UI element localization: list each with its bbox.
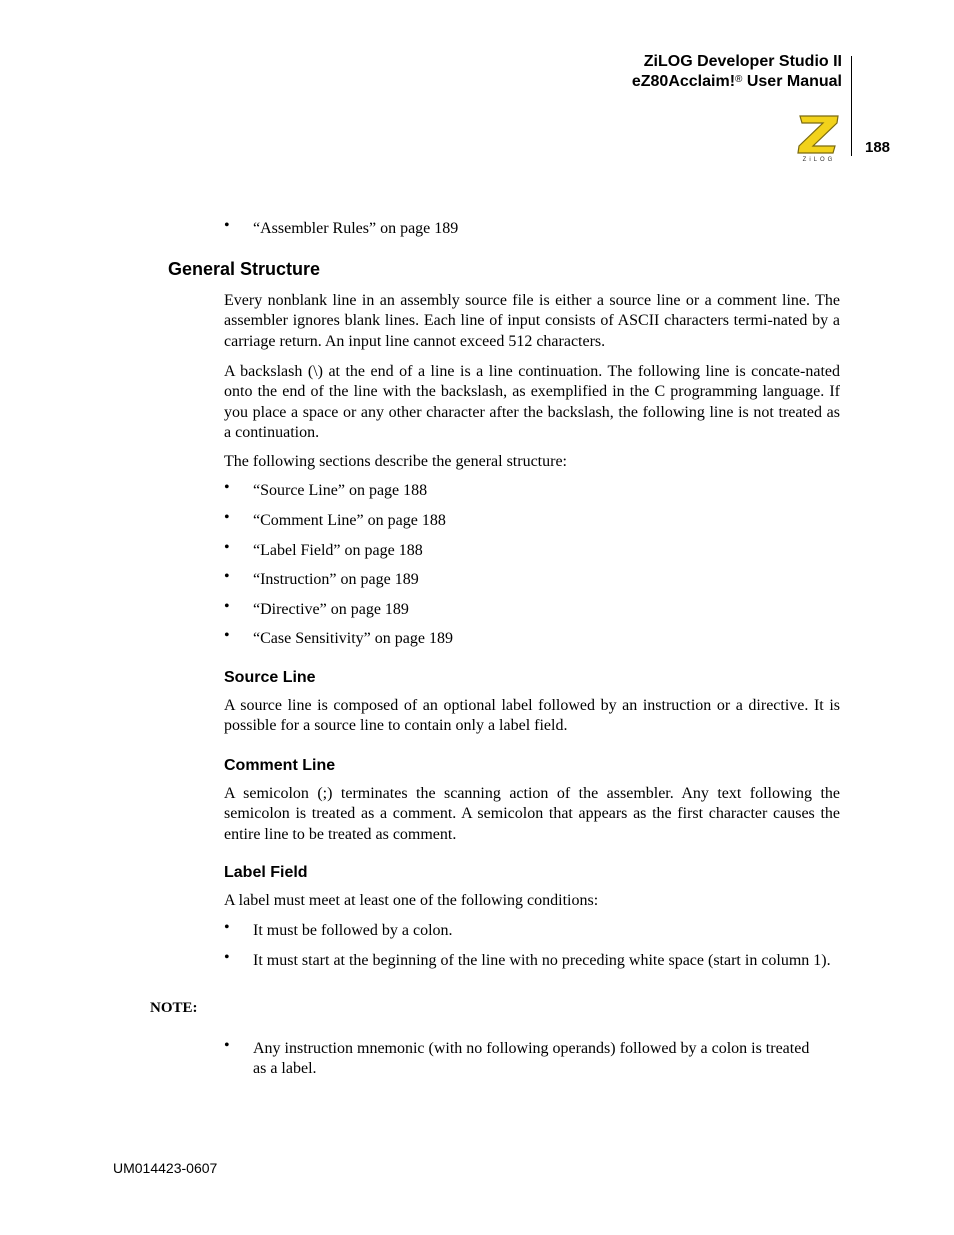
logo-text: ZiLOG (802, 157, 836, 163)
list-item (224, 921, 844, 941)
list-item (224, 570, 844, 590)
paragraph: A label must meet at least one of the following conditions: (224, 892, 599, 909)
list-item (224, 951, 840, 971)
header-title-line2 (632, 72, 842, 92)
zilog-logo (795, 113, 843, 163)
bullet-icon: • (224, 1037, 230, 1054)
list-item (224, 219, 844, 239)
bullet-icon: • (224, 919, 230, 936)
header-divider (851, 56, 852, 156)
paragraph: A source line is composed of an optional label followed by an instruction or a directive. It is possible for a source line to contain only a label field. (224, 697, 840, 735)
bullet-icon: • (224, 539, 230, 556)
list-item-text: It must start at the beginning of the line with no preceding white space (start in column 1). (253, 952, 831, 969)
list-item-text: “Source Line” on page 188 (253, 482, 428, 499)
page-number: 188 (865, 139, 891, 156)
document-id: UM014423-0607 (113, 1160, 218, 1176)
paragraph: A backslash (\) at the end of a line is a line continuation. The following line is concate-nated onto the end of the line with the backslash, as exemplified in the C programming language. If you place a space or any other character after the backslash, the following line is not treated as a continuation. (224, 363, 840, 441)
paragraph: A semicolon (;) terminates the scanning action of the assembler. Any text following the semicolon is treated as a comment. A semicolon that appears as the first character causes the entire line to be treated as comment. (224, 785, 840, 843)
list-item (224, 600, 844, 620)
running-header (632, 52, 842, 92)
list-item (224, 541, 844, 561)
paragraph: The following sections describe the general structure: (224, 453, 567, 470)
subsection-title: Comment Line (224, 757, 336, 774)
list-item-text: “Instruction” on page 189 (253, 571, 419, 588)
header-manual: User Manual (742, 73, 842, 90)
bullet-icon: • (224, 627, 230, 644)
bullet-icon: • (224, 217, 230, 234)
note-text: Any instruction mnemonic (with no following operands) followed by a colon is treated as a label. (253, 1040, 810, 1077)
list-item-text: “Comment Line” on page 188 (253, 512, 446, 529)
section-title: General Structure (168, 259, 321, 279)
registered-mark: ® (735, 74, 743, 85)
subsection-title: Label Field (224, 864, 308, 881)
list-item-text: It must be followed by a colon. (253, 922, 453, 939)
bullet-icon: • (224, 509, 230, 526)
list-item-text: “Assembler Rules” on page 189 (253, 220, 459, 237)
list-item-text: “Case Sensitivity” on page 189 (253, 630, 453, 647)
list-item (224, 1039, 824, 1079)
bullet-icon: • (224, 598, 230, 615)
header-product: eZ80Acclaim! (631, 73, 736, 90)
list-item (224, 629, 844, 649)
header-title-line1: ZiLOG Developer Studio II (643, 53, 842, 70)
subsection-title: Source Line (224, 669, 316, 686)
list-item (224, 481, 844, 501)
bullet-icon: • (224, 479, 230, 496)
list-item (224, 511, 844, 531)
note-label: NOTE: (150, 1000, 198, 1016)
bullet-icon: • (224, 949, 230, 966)
list-item-text: “Label Field” on page 188 (253, 542, 423, 559)
paragraph: Every nonblank line in an assembly source file is either a source line or a comment line. The assembler ignores blank lines. Each line of input consists of ASCII characters termi-nated by a carriage return. An input line cannot exceed 512 characters. (224, 292, 840, 350)
list-item-text: “Directive” on page 189 (253, 601, 409, 618)
bullet-icon: • (224, 568, 230, 585)
